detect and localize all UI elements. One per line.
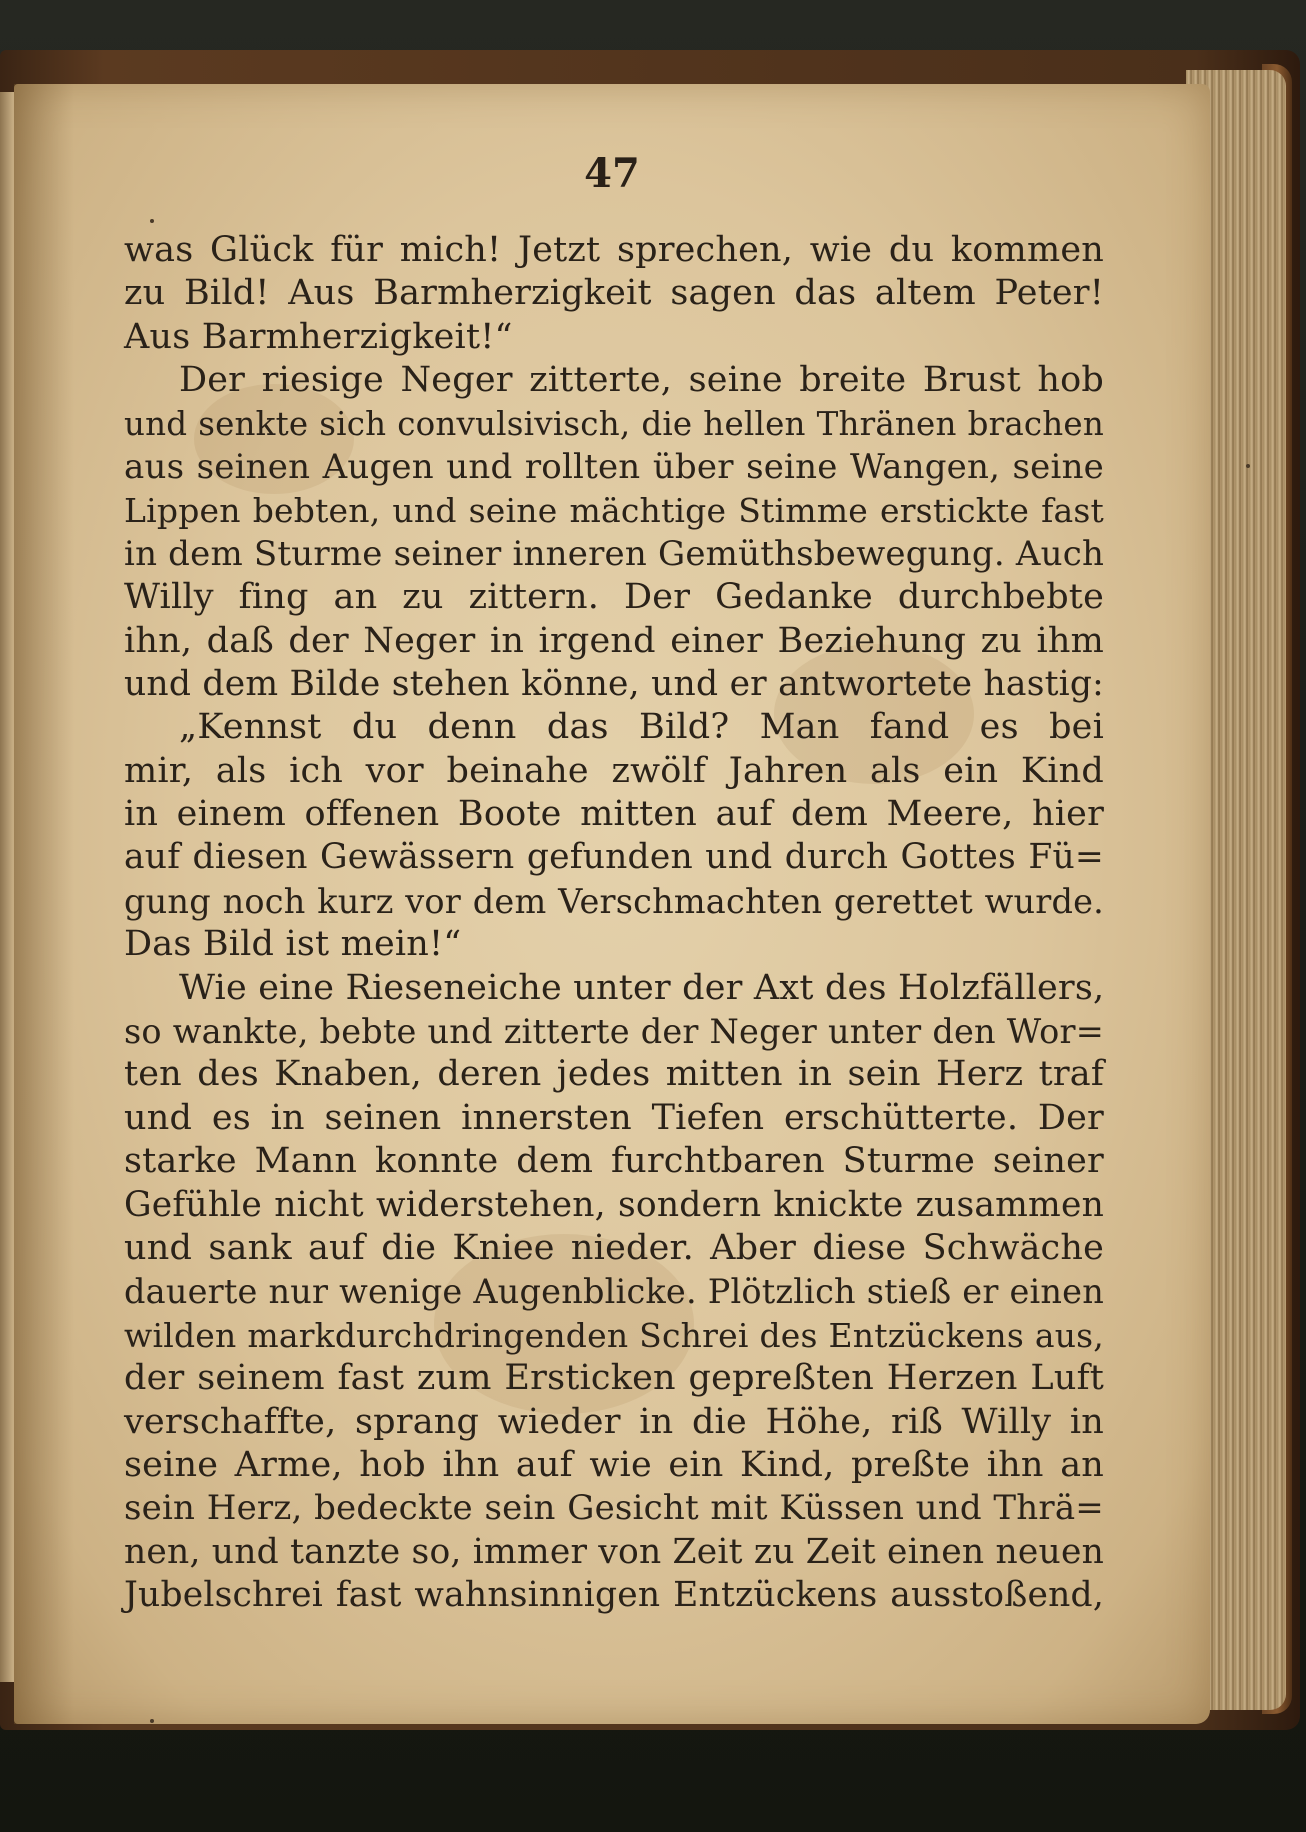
ink-speck (150, 1719, 154, 1723)
text-line: was Glück für mich! Jetzt sprechen, wie du kommen (124, 230, 1104, 270)
text-line: Gefühle nicht widerstehen, sondern knickte zusammen (124, 1184, 1104, 1225)
text-line: ten des Knaben, deren jedes mitten in sein Herz traf (124, 1054, 1104, 1095)
text-line: zu Bild! Aus Barmherzigkeit sagen das altem Peter! (124, 273, 1104, 314)
page-number: 47 (584, 150, 640, 197)
text-line: Wie eine Rieseneiche unter der Axt des Holzfällers, (179, 967, 1105, 1008)
text-line: Aus Barmherzigkeit!“ (124, 316, 513, 357)
text-line: seine Arme, hob ihn auf wie ein Kind, preßte ihn an (124, 1444, 1104, 1485)
text-line: nen, und tanzte so, immer von Zeit zu Zeit einen neuen (124, 1531, 1104, 1572)
text-line: in einem offenen Boote mitten auf dem Meere, hier (124, 794, 1104, 835)
text-line: Das Bild ist mein!“ (124, 924, 462, 965)
text-line: mir, als ich vor beinahe zwölf Jahren als ein Kind (124, 750, 1104, 791)
text-line: dauerte nur wenige Augenblicke. Plötzlich stieß er einen (124, 1272, 1104, 1312)
page-gutter-shadow (14, 84, 74, 1724)
text-line: sein Herz, bedeckte sein Gesicht mit Küssen und Thrä= (124, 1488, 1104, 1529)
text-line: wilden markdurchdringenden Schrei des Entzückens aus, (124, 1315, 1104, 1355)
text-line: aus seinen Augen und rollten über seine Wangen, seine (124, 446, 1104, 487)
text-line: gung noch kurz vor dem Verschmachten gerettet wurde. (124, 881, 1104, 921)
text-line: verschaffte, sprang wieder in die Höhe, riß Willy in (124, 1401, 1104, 1442)
text-line: Willy fing an zu zittern. Der Gedanke durchbebte (124, 577, 1104, 618)
text-line: ihn, daß der Neger in irgend einer Beziehung zu ihm (124, 620, 1104, 661)
ink-speck (150, 219, 154, 223)
text-line: starke Mann konnte dem furchtbaren Sturme seiner (124, 1141, 1104, 1182)
book-page (14, 84, 1210, 1724)
text-line: Der riesige Neger zitterte, seine breite Brust hob (179, 360, 1104, 401)
text-line: und es in seinen innersten Tiefen erschütterte. Der (124, 1097, 1104, 1138)
ink-speck (1246, 464, 1250, 468)
text-line: auf diesen Gewässern gefunden und durch Gottes Fü= (124, 837, 1104, 878)
text-line: und senkte sich convulsivisch, die hellen Thränen brachen (124, 404, 1104, 443)
body-text (124, 229, 1104, 1618)
text-line: Lippen bebten, und seine mächtige Stimme erstickte fast (124, 491, 1104, 531)
text-line: Jubelschrei fast wahnsinnigen Entzückens ausstoßend, (124, 1575, 1104, 1616)
text-line: in dem Sturme seiner inneren Gemüthsbewegung. Auch (124, 533, 1105, 574)
text-line: der seinem fast zum Ersticken gepreßten Herzen Luft (124, 1358, 1104, 1399)
text-line: „Kennst du denn das Bild? Man fand es bei (179, 707, 1104, 748)
text-line: so wankte, bebte und zitterte der Neger unter den Wor= (124, 1012, 1104, 1052)
text-line: und dem Bilde stehen könne, und er antwortete hastig: (124, 663, 1104, 704)
text-line: und sank auf die Kniee nieder. Aber diese Schwäche (124, 1227, 1104, 1268)
